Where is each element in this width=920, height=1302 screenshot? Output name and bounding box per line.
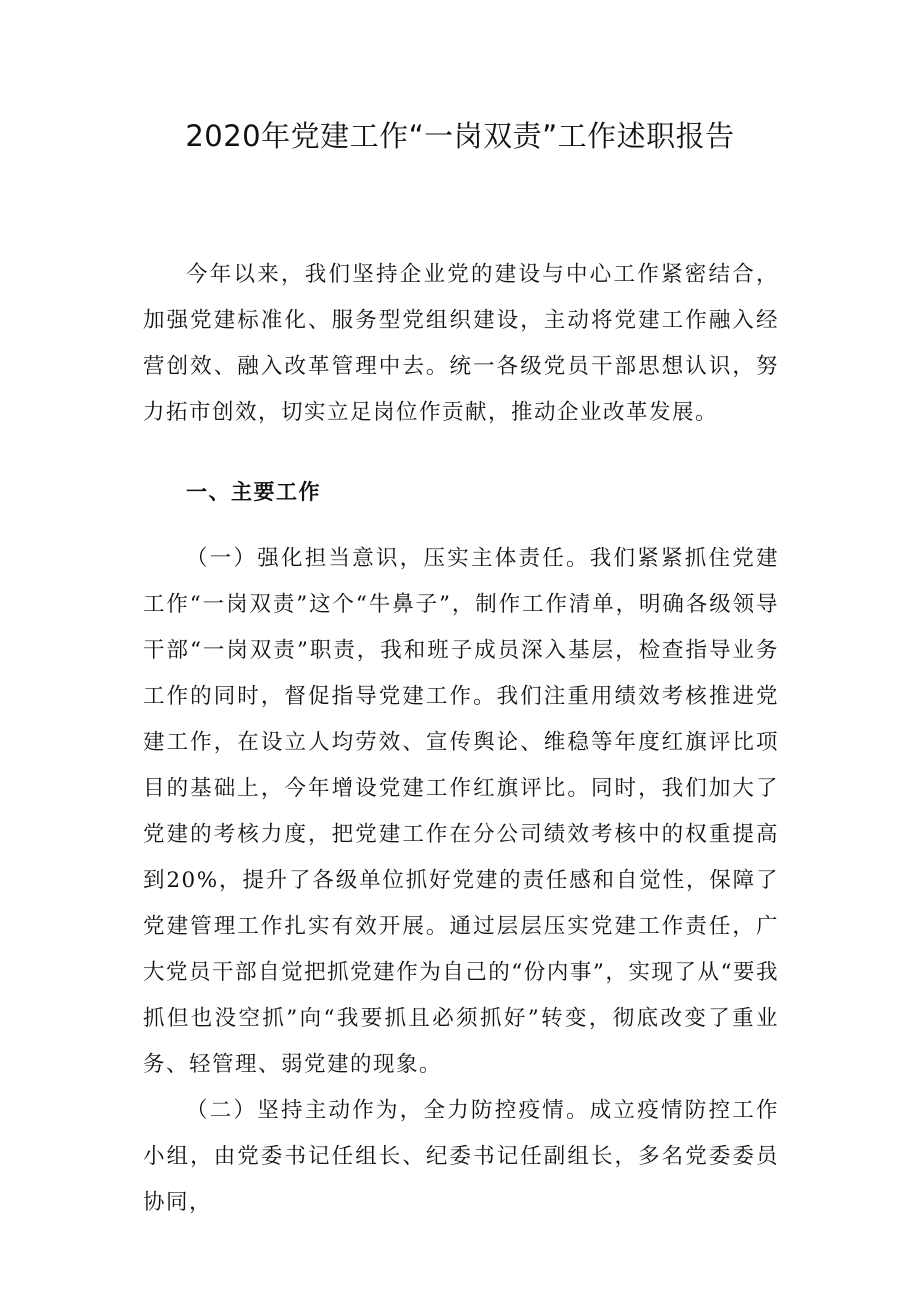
intro-paragraph: 今年以来，我们坚持企业党的建设与中心工作紧密结合，加强党建标准化、服务型党组织建设，主动将党建工作融入经营创效、融入改革管理中去。统一各级党员干部思想认识，努力拓市创效，切实立足岗位作贡献，推动企业改革发展。	[143, 262, 779, 425]
document-title: 2020年党建工作“一岗双责”工作述职报告	[185, 119, 735, 153]
section-heading-main-work: 一、主要工作	[186, 480, 321, 504]
paragraph-item-2: （二）坚持主动作为，全力防控疫情。成立疫情防控工作小组，由党委书记任组长、纪委书记任副组长，多名党委委员协同，	[143, 1098, 779, 1215]
paragraph-item-1: （一）强化担当意识，压实主体责任。我们紧紧抓住党建工作“一岗双责”这个“牛鼻子”，制作工作清单，明确各级领导干部“一岗双责”职责，我和班子成员深入基层，检查指导业务工作的同时，督促指导党建工作。我们注重用绩效考核推进党建工作，在设立人均劳效、宣传舆论、维稳等年度红旗评比项目的基础上，今年增设党建工作红旗评比。同时，我们加大了党建的考核力度，把党建工作在分公司绩效考核中的权重提高到20%，提升了各级单位抓好党建的责任感和自觉性，保障了党建管理工作扎实有效开展。通过层层压实党建工作责任，广大党员干部自觉把抓党建作为自己的“份内事”，实现了从“要我抓但也没空抓”向“我要抓且必须抓好”转变，彻底改变了重业务、轻管理、弱党建的现象。	[143, 546, 779, 1077]
